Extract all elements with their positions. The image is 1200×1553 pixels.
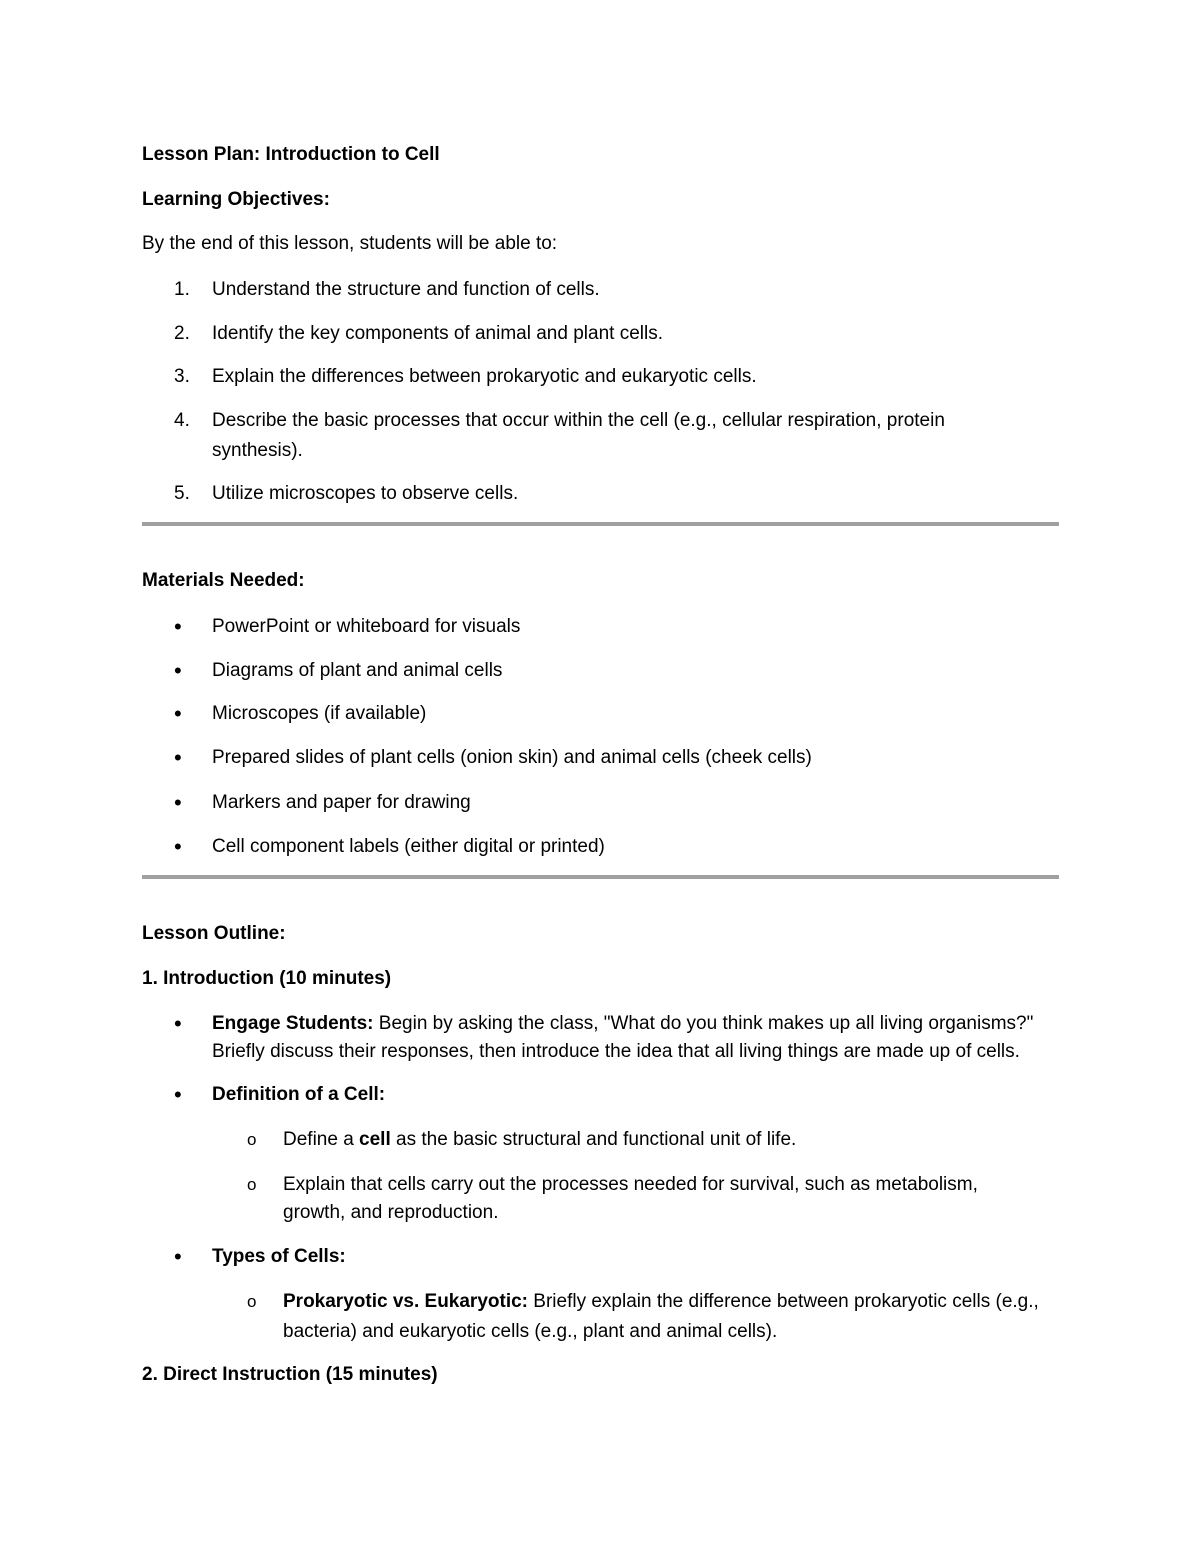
definition-sub-item	[283, 1125, 796, 1154]
material-item: Microscopes (if available)	[212, 703, 427, 724]
definition-sub-text: Define a	[283, 1129, 360, 1150]
outline-heading: Lesson Outline:	[142, 923, 286, 944]
bullet-icon: •	[174, 1011, 182, 1036]
engage-label: Engage Students:	[212, 1013, 374, 1034]
definition-sub-item: Explain that cells carry out the processes needed for survival, such as metabolism,	[283, 1174, 978, 1195]
definition-sub-item-continuation: growth, and reproduction.	[283, 1202, 499, 1223]
bullet-icon: •	[174, 614, 182, 639]
bullet-icon: •	[174, 658, 182, 683]
objective-item: Utilize microscopes to observe cells.	[212, 483, 519, 504]
objective-item: Identify the key components of animal and plant cells.	[212, 323, 663, 344]
material-item: Prepared slides of plant cells (onion skin) and animal cells (cheek cells)	[212, 747, 812, 768]
material-item: Cell component labels (either digital or printed)	[212, 836, 605, 857]
horizontal-rule	[142, 875, 1059, 879]
engage-text: Begin by asking the class, "What do you think makes up all living organisms?"	[373, 1013, 1034, 1034]
horizontal-rule	[142, 522, 1059, 526]
objective-number: 2.	[174, 323, 190, 344]
engage-line	[212, 1009, 1033, 1038]
objective-number: 5.	[174, 483, 190, 504]
sub-bullet-icon: o	[247, 1130, 257, 1149]
objective-number: 3.	[174, 366, 190, 387]
section-1-heading: 1. Introduction (10 minutes)	[142, 968, 392, 989]
sub-bullet-icon: o	[247, 1292, 257, 1311]
objective-item: Explain the differences between prokaryotic and eukaryotic cells.	[212, 366, 757, 387]
bullet-icon: •	[174, 1244, 182, 1269]
objective-item: Understand the structure and function of cells.	[212, 279, 600, 300]
document-title: Lesson Plan: Introduction to Cell	[142, 144, 440, 165]
sub-bullet-icon: o	[247, 1175, 257, 1194]
types-sub-text: Briefly explain the difference between prokaryotic cells (e.g.,	[528, 1291, 1039, 1312]
material-item: Markers and paper for drawing	[212, 792, 471, 813]
term-cell: cell	[359, 1129, 391, 1150]
objectives-intro: By the end of this lesson, students will be able to:	[142, 233, 558, 254]
material-item: PowerPoint or whiteboard for visuals	[212, 616, 521, 637]
bullet-icon: •	[174, 1082, 182, 1107]
types-sub-item	[283, 1287, 1039, 1316]
engage-text-continuation: Briefly discuss their responses, then introduce the idea that all living things are made up of cells.	[212, 1041, 1020, 1062]
bullet-icon: •	[174, 745, 182, 770]
bullet-icon: •	[174, 834, 182, 859]
objective-number: 1.	[174, 279, 190, 300]
objective-item-continuation: synthesis).	[212, 440, 303, 461]
bullet-icon: •	[174, 701, 182, 726]
materials-heading: Materials Needed:	[142, 570, 305, 591]
objective-number: 4.	[174, 410, 190, 431]
types-label: Types of Cells:	[212, 1246, 346, 1267]
types-sub-label: Prokaryotic vs. Eukaryotic:	[283, 1291, 528, 1312]
objective-item: Describe the basic processes that occur within the cell (e.g., cellular respiration, protein	[212, 410, 945, 431]
material-item: Diagrams of plant and animal cells	[212, 660, 503, 681]
definition-sub-text: as the basic structural and functional unit of life.	[390, 1129, 797, 1150]
types-sub-item-continuation: bacteria) and eukaryotic cells (e.g., plant and animal cells).	[283, 1321, 778, 1342]
objectives-heading: Learning Objectives:	[142, 189, 330, 210]
bullet-icon: •	[174, 790, 182, 815]
definition-label: Definition of a Cell:	[212, 1084, 386, 1105]
section-2-heading: 2. Direct Instruction (15 minutes)	[142, 1364, 438, 1385]
